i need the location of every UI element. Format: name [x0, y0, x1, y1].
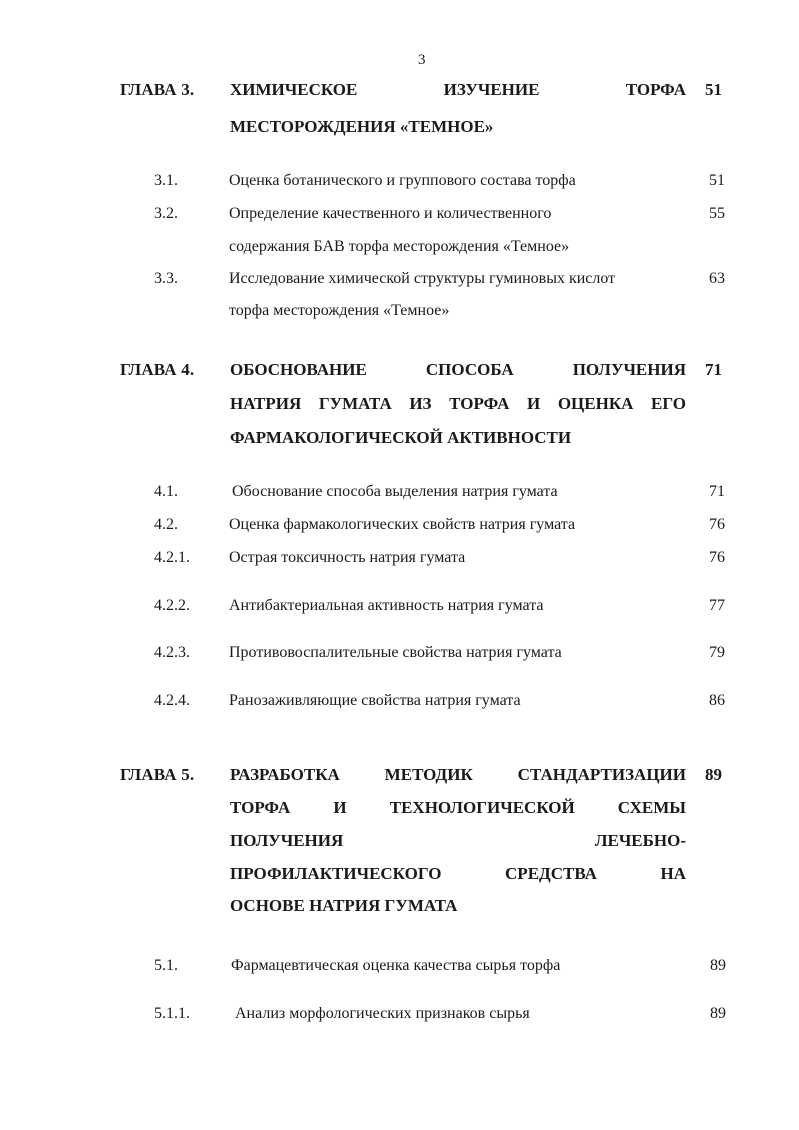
section-title: Ранозаживляющие свойства натрия гумата: [229, 692, 521, 709]
section-title: торфа месторождения «Темное»: [229, 302, 450, 319]
section-number: 5.1.: [154, 957, 178, 974]
chapter-title-line: НАТРИЯ ГУМАТА ИЗ ТОРФА И ОЦЕНКА ЕГО: [230, 394, 686, 413]
section-number: 4.1.: [154, 483, 178, 500]
chapter-title-line: ТОРФА И ТЕХНОЛОГИЧЕСКОЙ СХЕМЫ: [230, 798, 686, 817]
section-title: Обоснование способа выделения натрия гумата: [232, 483, 558, 500]
section-page: 89: [710, 957, 726, 974]
section-page: 89: [710, 1005, 726, 1022]
chapter-title-line: ХИМИЧЕСКОЕ ИЗУЧЕНИЕ ТОРФА: [230, 80, 686, 99]
section-page: 77: [709, 597, 725, 614]
section-page: 79: [709, 644, 725, 661]
chapter-title-line: РАЗРАБОТКА МЕТОДИК СТАНДАРТИЗАЦИИ: [230, 765, 686, 784]
section-number: 4.2.4.: [154, 692, 190, 709]
section-title: содержания БАВ торфа месторождения «Темное»: [229, 238, 570, 255]
section-page: 86: [709, 692, 725, 709]
section-title: Анализ морфологических признаков сырья: [231, 1005, 530, 1022]
section-page: 76: [709, 549, 725, 566]
section-page: 63: [709, 270, 725, 287]
section-number: 3.1.: [154, 172, 178, 189]
section-number: 4.2.2.: [154, 597, 190, 614]
section-page: 55: [709, 205, 725, 222]
section-title: Оценка ботанического и группового состава торфа: [229, 172, 576, 189]
section-title: Антибактериальная активность натрия гумата: [229, 597, 544, 614]
chapter-label: ГЛАВА 4.: [120, 360, 195, 379]
section-title: Острая токсичность натрия гумата: [229, 549, 466, 566]
section-number: 3.2.: [154, 205, 178, 222]
page-number: 3: [418, 52, 426, 68]
chapter-title-line: ФАРМАКОЛОГИЧЕСКОЙ АКТИВНОСТИ: [230, 428, 572, 447]
section-title: Оценка фармакологических свойств натрия гумата: [229, 516, 576, 533]
chapter-page: 51: [705, 80, 722, 99]
section-number: 4.2.3.: [154, 644, 190, 661]
section-number: 3.3.: [154, 270, 178, 287]
section-title: Исследование химической структуры гуминовых кислот: [229, 270, 616, 287]
chapter-page: 89: [705, 765, 722, 784]
chapter-title-line: ОБОСНОВАНИЕ СПОСОБА ПОЛУЧЕНИЯ: [230, 360, 686, 379]
section-number: 4.2.: [154, 516, 178, 533]
section-title: Противовоспалительные свойства натрия гумата: [229, 644, 562, 661]
section-number: 5.1.1.: [154, 1005, 190, 1022]
chapter-label: ГЛАВА 3.: [120, 80, 195, 99]
section-page: 51: [709, 172, 725, 189]
section-page: 76: [709, 516, 725, 533]
chapter-title-line: ПОЛУЧЕНИЯ ЛЕЧЕБНО-: [230, 831, 686, 850]
section-page: 71: [709, 483, 725, 500]
chapter-title-line: ПРОФИЛАКТИЧЕСКОГО СРЕДСТВА НА: [230, 864, 686, 883]
chapter-label: ГЛАВА 5.: [120, 765, 195, 784]
section-title: Определение качественного и количественного: [229, 205, 552, 222]
chapter-title-line: ОСНОВЕ НАТРИЯ ГУМАТА: [230, 896, 458, 915]
section-title: Фармацевтическая оценка качества сырья торфа: [231, 957, 561, 974]
chapter-page: 71: [705, 360, 722, 379]
chapter-title-line: МЕСТОРОЖДЕНИЯ «ТЕМНОЕ»: [230, 117, 494, 136]
section-number: 4.2.1.: [154, 549, 190, 566]
